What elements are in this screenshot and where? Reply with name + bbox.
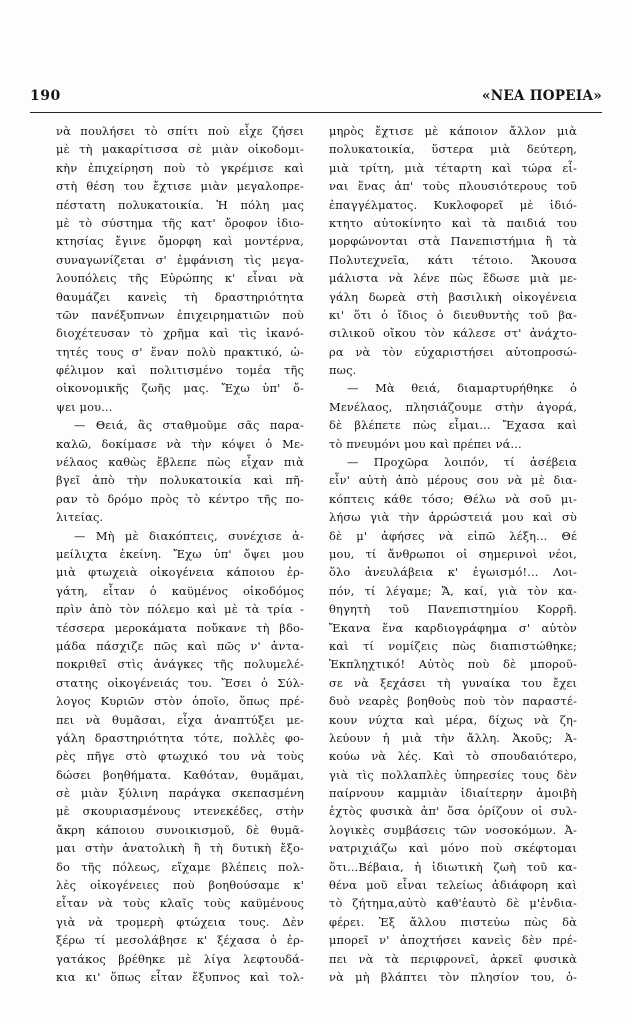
- text-line: διοχέτευσαν τὸ χρῆμα καὶ τὶς ἱκανό-: [56, 326, 304, 341]
- text-line: οἰκονομικῆς ζωῆς μας. Ἔχω ὑπ' ὄ-: [56, 381, 304, 396]
- text-line: στατης οἰκογένειάς του. Ἔσει ὁ Σύλ-: [56, 675, 304, 690]
- text-line: γιὰ νὰ τρομερὴ φτώχεια τους. Δὲν: [56, 914, 304, 929]
- text-line: εἶταν νὰ τοὺς κλαῖς τοὺς καϋμένους: [56, 896, 304, 911]
- text-line: γάλη δραστηριότητα τότε, πολλὲς φο-: [56, 730, 304, 745]
- text-line: μηρὸς ἔχτισε μὲ κάποιον ἄλλον μιὰ: [329, 124, 577, 138]
- text-line: κτησίας ἔγινε ὄμορφη καὶ μοντέρνα,: [56, 234, 304, 249]
- text-line: — Προχῶρα λοιπόν, τί ἀσέβεια: [347, 455, 577, 470]
- text-line: λιτείας.: [56, 510, 104, 525]
- header-rule: [30, 112, 602, 113]
- text-line: μὲ τὸ σύστημα τῆς κατ' ὄροφον ἰδιο-: [56, 215, 304, 230]
- text-line: λογικὲς συμβάσεις τῶν νοσοκόμων. Ἀ-: [329, 822, 577, 837]
- text-line: — Θειά, ἂς σταθμοῦμε σᾶς παρα-: [74, 418, 304, 433]
- text-line: μιὰ τρίτη, μιὰ τέταρτη καὶ τώρα εἶ-: [329, 160, 577, 175]
- right-column: [329, 122, 577, 986]
- text-line: ὅτι...Βέβαια, ἡ ἰδιωτικὴ ζωὴ τοῦ κα-: [329, 859, 577, 874]
- text-line: πολυκατοικία, ὕστερα μιὰ δεύτερη,: [329, 142, 577, 157]
- text-line: μου, τί ἄνθρωποι οἱ σημερινοὶ νέοι,: [329, 546, 577, 561]
- text-line: — Μὰ θειά, διαμαρτυρήθηκε ὁ: [347, 381, 577, 396]
- text-line: ἐχτὸς φυσικὰ ἀπ' ὅσα ὁρίζουν οἱ συλ-: [329, 804, 577, 819]
- text-line: πρὶν ἀπὸ τὸν πόλεμο καὶ μὲ τὰ τρία -: [56, 602, 304, 617]
- text-line: τὸ ζήτημα,αὐτὸ καθ'ἑαυτὸ δὲ μ'ἐνδια-: [329, 896, 577, 911]
- text-line: καὶ τί νομίζεις πὼς διαπιστώθηκε;: [329, 638, 577, 653]
- text-line: — Μὴ μὲ διακόπτεις, συνέχισε ἀ-: [74, 528, 304, 543]
- text-line: δυὸ νεαρὲς βοηθοὺς ποὺ τὸν παραστέ-: [329, 694, 577, 709]
- text-line: δὲ μ' ἀφήσες νὰ εἰπῶ λέξη... Θέ: [329, 528, 577, 543]
- text-line: πόν, τί λέγαμε; Ἄ, καί, γιὰ τὸν κα-: [329, 583, 577, 598]
- text-line: καλῶ, δοκίμασε νὰ τὴν κόψει ὁ Με-: [56, 436, 304, 451]
- text-line: ὅλο ἀνευλάβεια κ' ἐγωισμό!... Λοι-: [329, 565, 577, 580]
- text-line: τέσσερα μεροκάματα ποὔκανε τὴ βδο-: [56, 620, 304, 635]
- text-line: κουν νύχτα καὶ μέρα, δίχως νὰ ζη-: [329, 712, 577, 727]
- text-line: Ἔκανα ἕνα καρδιογράφημα σ' αὐτὸν: [329, 620, 577, 635]
- text-line: ραν τὸ δρόμο πρὸς τὸ κέντρο τῆς πο-: [56, 491, 304, 506]
- text-line: Ἐκπληχτικό! Αὐτὸς ποὺ δὲ μποροῦ-: [329, 657, 577, 672]
- text-line: γιὰ τὶς πολλαπλὲς ὑπηρεσίες τους δὲν: [329, 767, 577, 782]
- text-line: τῶν πανέξυπνων ἐπιχειρηματιῶν ποὺ: [56, 307, 304, 322]
- text-line: μάδα πάσχιζε πῶς καὶ πῶς ν' ἀντα-: [56, 638, 304, 653]
- text-line: κούω νὰ λές. Καὶ τὸ σπουδαιότερο,: [329, 749, 577, 764]
- text-line: κι' ὅτι ὁ ἴδιος ὁ διευθυντὴς τοῦ βα-: [329, 307, 577, 322]
- text-line: τητές τους σ' ἕναν πολὺ πρακτικό, ὠ-: [56, 344, 304, 359]
- text-line: μπορεῖ ν' ἀποχτήσει κανεὶς δὲν πρέ-: [329, 933, 577, 948]
- text-line: μείλιχτα ἐκείνη. Ἔχω ὑπ' ὄψει μου: [56, 546, 304, 561]
- text-line: δὲ βλέπετε πὼς εἶμαι... Ἔχασα καὶ: [329, 418, 577, 433]
- text-line: λογος Κυριῶν στὸν ὁποῖο, ὅπως πρέ-: [56, 694, 304, 709]
- text-line: ψει μου...: [56, 399, 113, 414]
- text-line: μιὰ φτωχειὰ οἰκογένεια κάποιου ἐρ-: [56, 565, 304, 580]
- text-line: Μενέλαος, πλησιάζουμε στὴν ἀγορά,: [329, 399, 577, 414]
- text-line: πως.: [329, 363, 357, 378]
- text-line: κια κι' ὅπως εἶταν ἔξυπνος καὶ τολ-: [56, 969, 304, 984]
- text-line: μὲ τὴ μακαρίτισσα σὲ μιὰν οἰκοδομι-: [56, 142, 304, 157]
- text-line: μάλιστα νὰ λένε πὼς ἔδωσε μιὰ με-: [329, 271, 577, 286]
- text-line: ξέρω τί μεσολάβησε κ' ξέχασα ὁ ἐρ-: [56, 933, 304, 948]
- text-line: γάτη, εἶταν ὁ καϋμένος οἰκοδόμος: [56, 583, 304, 598]
- text-line: θένα μοῦ εἶναι τελείως ἀδιάφορη καὶ: [329, 878, 577, 893]
- text-line: θαυμάζει κανεὶς τὴ δραστηριότητα: [56, 289, 304, 304]
- page-header: [30, 88, 602, 110]
- text-line: ναι ἕνας ἀπ' τοὺς πλουσιότερους τοῦ: [329, 179, 577, 194]
- text-line: πει νὰ θυμᾶσαι, εἶχα ἀναπτύξει με-: [56, 712, 304, 727]
- text-line: συναγωνίζεται σ' ἐμφάνιση τὶς μεγα-: [56, 252, 304, 267]
- text-line: λὲς οἰκογένειες ποὺ βοηθούσαμε κ': [56, 878, 304, 893]
- text-line: εἶν' αὐτὴ ἀπὸ μέρους σου νὰ μὲ δια-: [329, 473, 577, 488]
- text-line: φέρει. Ἐξ ἄλλου πιστεύω πὼς δὰ: [329, 914, 577, 929]
- text-line: νέλαος καθὼς ἔβλεπε πὼς εἶχαν πιὰ: [56, 455, 304, 470]
- text-line: δώσει βοηθήματα. Καθόταν, θυμᾶμαι,: [56, 767, 304, 782]
- text-line: νὰ μὴ βλάπτει τὸν πλησίον του, ὁ-: [329, 969, 577, 984]
- text-line: σε νὰ ξεχάσει τὴ γυναίκα του ἔχει: [329, 675, 577, 690]
- text-line: νατριχιάζω καὶ μόνο ποὺ σκέφτομαι: [329, 841, 577, 856]
- running-title: «ΝΕΑ ΠΟΡΕΙΑ»: [481, 88, 602, 104]
- text-line: τὸ πνευμόνι μου καὶ πρέπει νά...: [329, 436, 522, 451]
- text-line: λουπόλεις τῆς Εὐρώπης κ' εἶναι νὰ: [56, 271, 304, 286]
- text-line: κόπτεις κάθε τόσο; Θέλω νὰ σοῦ μι-: [329, 491, 577, 506]
- text-line: ποκριθεῖ στὶς ἀνάγκες τῆς πολυμελέ-: [56, 657, 304, 672]
- text-line: παίρνουν καμμιὰν ἰδιαίτερην ἀμοιβὴ: [329, 786, 577, 801]
- text-line: δο τῆς πόλεως, εἴχαμε βλέπεις πολ-: [56, 859, 304, 874]
- text-line: γάλη δωρεὰ στὴ βασιλικὴ οἰκογένεια: [329, 289, 577, 304]
- text-line: φέλιμον καὶ πολιτισμένο τομέα τῆς: [56, 363, 304, 378]
- text-line: πει νὰ τὰ περιφρονεῖ, ἀρκεῖ φυσικὰ: [329, 951, 577, 966]
- text-line: μορφώνονται στὰ Πανεπιστήμια ἢ τὰ: [329, 234, 577, 249]
- text-line: βγεῖ ἀπὸ τὴν πολυκατοικία καὶ πῆ-: [56, 473, 304, 488]
- text-line: ἐπαγγέλματος. Κυκλοφορεῖ μὲ ἰδιό-: [329, 197, 577, 212]
- text-line: μὲ σκουριασμένους ντενεκέδες, στὴν: [56, 804, 304, 819]
- text-line: κὴν ἐπιχείρηση ποὺ τὸ γκρέμισε καὶ: [56, 160, 304, 175]
- text-line: ἄκρη κάποιου συνοικισμοῦ, δὲ θυμᾶ-: [56, 822, 304, 837]
- text-line: λήσω γιὰ τὴν ἀρρώστειά μου καὶ σὺ: [329, 510, 577, 525]
- text-line: μαι στὴν ἀνατολικὴ ἢ τὴ δυτικὴ ἔξο-: [56, 841, 304, 856]
- text-line: ρὲς πῆγε στὸ φτωχικό του νὰ τοὺς: [56, 749, 304, 764]
- text-line: πέστατη πολυκατοικία. Ἡ πόλη μας: [56, 197, 304, 212]
- text-line: λεύουν ἡ μιὰ τὴν ἄλλη. Ἀκοῦς; Ἀ-: [329, 730, 577, 745]
- text-line: κτητο αὐτοκίνητο καὶ τὰ παιδιά του: [329, 215, 577, 230]
- text-line: σὲ μιὰν ξύλινη παράγκα σκεπασμένη: [56, 786, 304, 801]
- text-line: στὴ θέση του ἔχτισε μιὰν μεγαλοπρε-: [56, 179, 304, 194]
- text-line: ρα νὰ τὸν εὐχαριστήσει αὐτοπροσώ-: [329, 344, 577, 359]
- left-column: [56, 122, 304, 986]
- text-line: γατάκος βρέθηκε μὲ λίγα λεφτουδά-: [56, 951, 304, 966]
- text-line: Πολυτεχνεῖα, κάτι τέτοιο. Ἄκουσα: [329, 252, 577, 267]
- text-line: θηγητὴ τοῦ Πανεπιστημίου Κορρῆ.: [329, 602, 577, 617]
- page-number: 190: [30, 88, 61, 104]
- text-line: σιλικοῦ οἴκου τὸν κάλεσε στ' ἀνάχτο-: [329, 326, 577, 341]
- text-line: νὰ πουλήσει τὸ σπίτι ποὺ εἶχε ζήσει: [56, 124, 304, 138]
